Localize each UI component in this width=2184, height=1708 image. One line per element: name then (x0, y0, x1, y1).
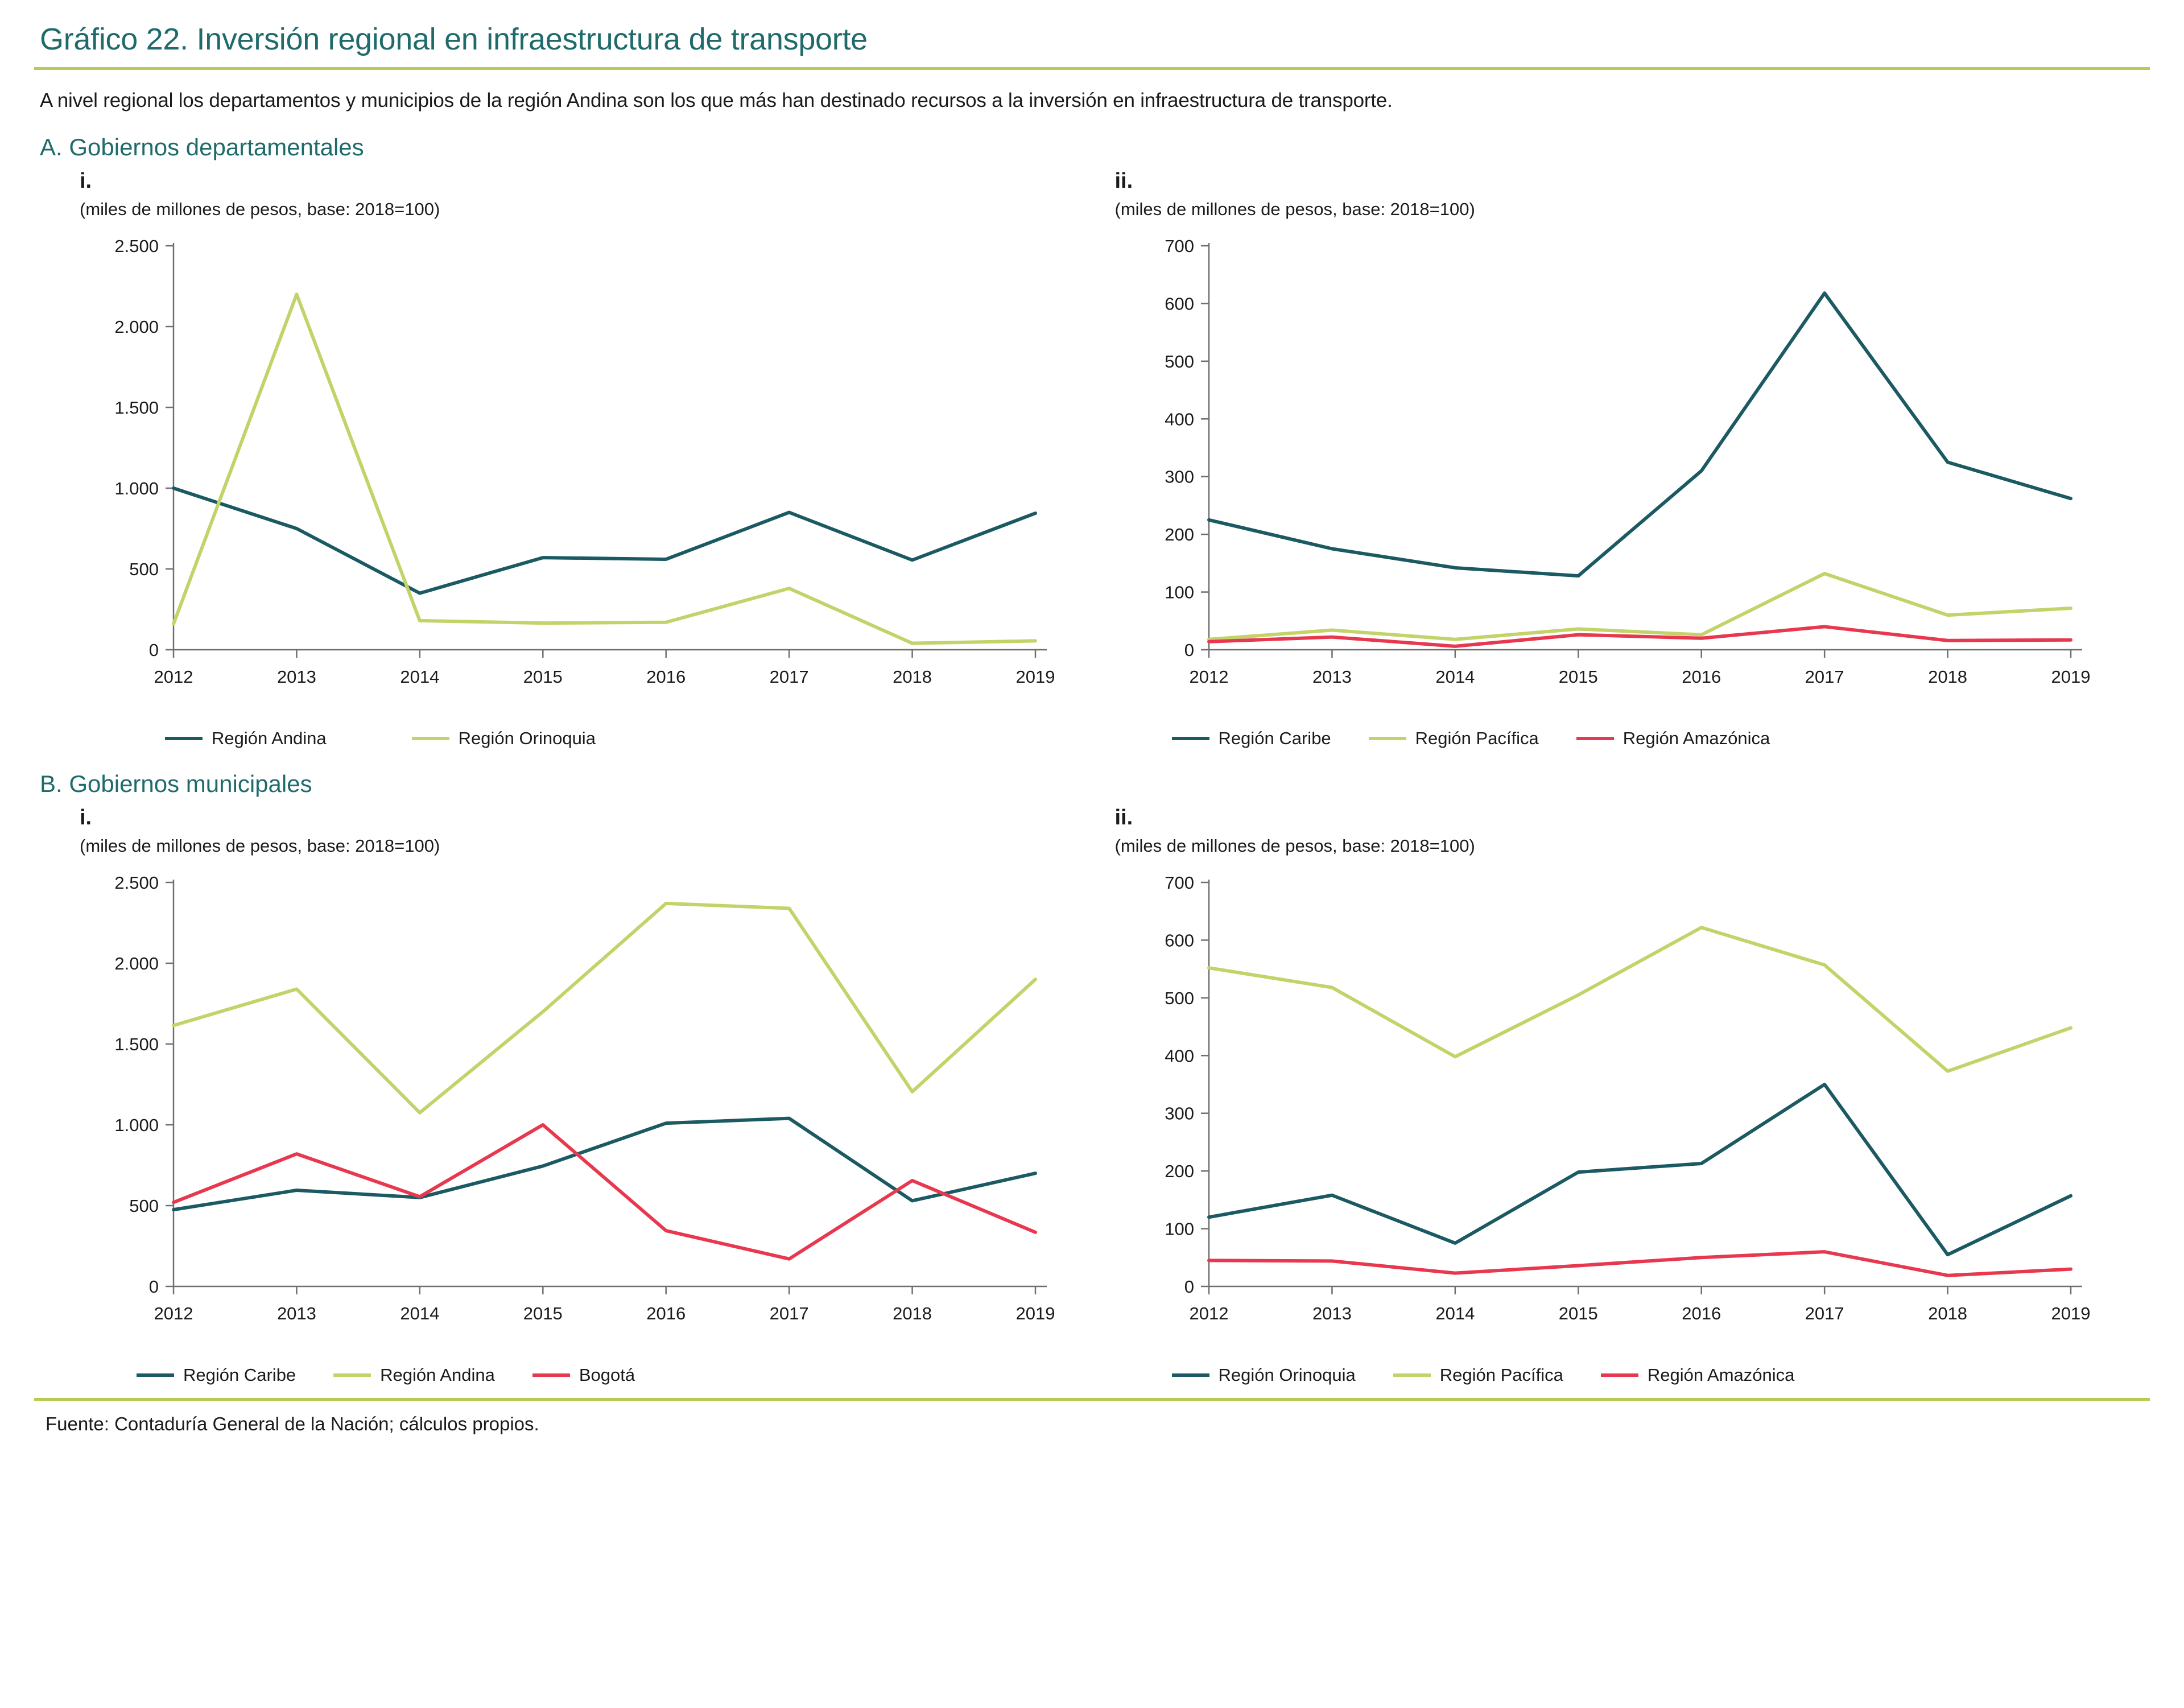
svg-text:1.000: 1.000 (114, 478, 159, 498)
svg-text:1.500: 1.500 (114, 1034, 159, 1054)
svg-text:2012: 2012 (1189, 1303, 1228, 1323)
svg-text:2.000: 2.000 (114, 317, 159, 337)
svg-text:2.500: 2.500 (114, 236, 159, 256)
svg-text:2012: 2012 (154, 1303, 193, 1323)
svg-text:2018: 2018 (1927, 667, 1967, 687)
legend-label: Región Orinoquia (458, 728, 596, 748)
legend-swatch-icon (412, 737, 449, 740)
panel-b-i-units: (miles de millones de pesos, base: 2018=100) (80, 836, 440, 856)
panel-b-i (34, 798, 1092, 1385)
svg-text:2017: 2017 (769, 667, 809, 687)
legend-label: Región Orinoquia (1218, 1365, 1356, 1385)
legend-swatch-icon (532, 1373, 570, 1377)
svg-text:2017: 2017 (769, 1303, 809, 1323)
svg-text:2012: 2012 (154, 667, 193, 687)
svg-text:2014: 2014 (1435, 667, 1475, 687)
chart-b-i-legend (80, 1365, 1092, 1385)
svg-text:300: 300 (1164, 1103, 1194, 1124)
svg-text:0: 0 (1184, 640, 1194, 660)
source-note: Fuente: Contaduría General de la Nación; cálculos propios. (46, 1413, 539, 1434)
chart-b-i-svg (80, 865, 1081, 1360)
legend-item (1369, 728, 1539, 749)
panel-a-ii-index: ii. (1114, 169, 1133, 193)
svg-text:2016: 2016 (646, 1303, 686, 1323)
legend-item (333, 1365, 495, 1385)
legend-label: Región Pacífica (1439, 1365, 1563, 1385)
svg-text:700: 700 (1164, 873, 1194, 893)
panel-row-a (34, 161, 2150, 749)
svg-text:2015: 2015 (1558, 1303, 1598, 1323)
panel-b-ii-index: ii. (1114, 806, 1133, 830)
svg-text:0: 0 (148, 640, 159, 660)
svg-text:2018: 2018 (893, 1303, 932, 1323)
svg-text:600: 600 (1164, 930, 1194, 951)
chart-a-ii (1115, 229, 2150, 724)
svg-text:2019: 2019 (2051, 1303, 2090, 1323)
svg-text:2.000: 2.000 (114, 954, 159, 973)
svg-text:2013: 2013 (276, 667, 316, 687)
panel-b-ii (1092, 798, 2150, 1385)
panel-a-ii-units: (miles de millones de pesos, base: 2018=100) (1114, 199, 1475, 219)
chart-b-ii-svg (1115, 865, 2116, 1360)
legend-swatch-icon (1576, 737, 1614, 740)
svg-text:500: 500 (129, 1196, 159, 1216)
legend-item (165, 728, 327, 749)
svg-text:2018: 2018 (893, 667, 932, 687)
panel-a-ii (1092, 161, 2150, 749)
svg-text:2015: 2015 (523, 667, 563, 687)
svg-text:500: 500 (1164, 351, 1194, 372)
svg-text:0: 0 (1184, 1277, 1194, 1297)
svg-text:2014: 2014 (1435, 1303, 1475, 1323)
legend-swatch-icon (165, 737, 203, 740)
legend-label: Región Andina (380, 1365, 495, 1385)
legend-swatch-icon (1393, 1373, 1431, 1377)
svg-text:2019: 2019 (1015, 667, 1055, 687)
svg-text:2014: 2014 (400, 1303, 440, 1323)
svg-text:2016: 2016 (1681, 1303, 1721, 1323)
svg-text:200: 200 (1164, 1161, 1194, 1182)
chart-b-ii-legend (1115, 1365, 2150, 1385)
svg-text:1.000: 1.000 (114, 1115, 159, 1135)
svg-text:700: 700 (1164, 236, 1194, 256)
svg-text:2.500: 2.500 (114, 873, 159, 893)
svg-text:2015: 2015 (523, 1303, 563, 1323)
svg-text:300: 300 (1164, 467, 1194, 487)
svg-text:400: 400 (1164, 409, 1194, 430)
chart-b-ii (1115, 865, 2150, 1360)
panel-row-b (34, 798, 2150, 1385)
svg-text:400: 400 (1164, 1046, 1194, 1066)
svg-text:2019: 2019 (2051, 667, 2090, 687)
legend-label: Región Amazónica (1622, 728, 1770, 748)
legend-item (1172, 728, 1331, 749)
legend-item (412, 728, 596, 749)
legend-label: Región Caribe (1218, 728, 1331, 748)
svg-text:2012: 2012 (1189, 667, 1228, 687)
legend-label: Región Andina (212, 728, 327, 748)
legend-item (1393, 1365, 1563, 1385)
legend-swatch-icon (333, 1373, 371, 1377)
svg-text:500: 500 (129, 559, 159, 579)
legend-item (532, 1365, 635, 1385)
page-subtitle: A nivel regional los departamentos y municipios de la región Andina son los que más han destinado recursos a la inversión en infraestructura de transporte. (40, 89, 1393, 112)
svg-text:1.500: 1.500 (114, 398, 159, 418)
svg-text:2019: 2019 (1015, 1303, 1055, 1323)
legend-label: Bogotá (579, 1365, 635, 1385)
chart-a-i-legend (80, 728, 1092, 749)
panel-a-i (34, 161, 1092, 749)
legend-item (1172, 1365, 1356, 1385)
section-a-heading: A. Gobiernos departamentales (40, 134, 364, 160)
svg-text:600: 600 (1164, 294, 1194, 314)
svg-text:0: 0 (148, 1277, 159, 1297)
legend-swatch-icon (1172, 1373, 1209, 1377)
legend-label: Región Caribe (183, 1365, 296, 1385)
svg-text:2013: 2013 (276, 1303, 316, 1323)
chart-a-ii-legend (1115, 728, 2150, 749)
chart-a-i-svg (80, 229, 1081, 724)
panel-b-i-index: i. (80, 806, 92, 830)
chart-b-i (80, 865, 1092, 1360)
svg-text:500: 500 (1164, 988, 1194, 1008)
svg-text:2013: 2013 (1312, 1303, 1352, 1323)
legend-label: Región Amazónica (1647, 1365, 1795, 1385)
legend-swatch-icon (137, 1373, 174, 1377)
legend-swatch-icon (1172, 737, 1209, 740)
legend-item (1601, 1365, 1795, 1385)
panel-a-i-index: i. (80, 169, 92, 193)
page-title: Gráfico 22. Inversión regional en infraestructura de transporte (40, 22, 868, 56)
legend-swatch-icon (1601, 1373, 1638, 1377)
chart-a-ii-svg (1115, 229, 2116, 724)
svg-text:2017: 2017 (1805, 667, 1844, 687)
svg-text:2017: 2017 (1805, 1303, 1844, 1323)
section-b-heading: B. Gobiernos municipales (40, 770, 312, 797)
svg-text:2018: 2018 (1927, 1303, 1967, 1323)
svg-text:2014: 2014 (400, 667, 440, 687)
legend-label: Región Pacífica (1415, 728, 1539, 748)
svg-text:2016: 2016 (1681, 667, 1721, 687)
svg-text:2015: 2015 (1558, 667, 1598, 687)
legend-item (137, 1365, 296, 1385)
legend-item (1576, 728, 1770, 749)
svg-text:2013: 2013 (1312, 667, 1352, 687)
panel-b-ii-units: (miles de millones de pesos, base: 2018=100) (1114, 836, 1475, 856)
svg-text:200: 200 (1164, 525, 1194, 545)
svg-text:2016: 2016 (646, 667, 686, 687)
svg-text:100: 100 (1164, 1219, 1194, 1239)
panel-a-i-units: (miles de millones de pesos, base: 2018=100) (80, 199, 440, 219)
legend-swatch-icon (1369, 737, 1406, 740)
svg-text:100: 100 (1164, 582, 1194, 603)
chart-a-i (80, 229, 1092, 724)
